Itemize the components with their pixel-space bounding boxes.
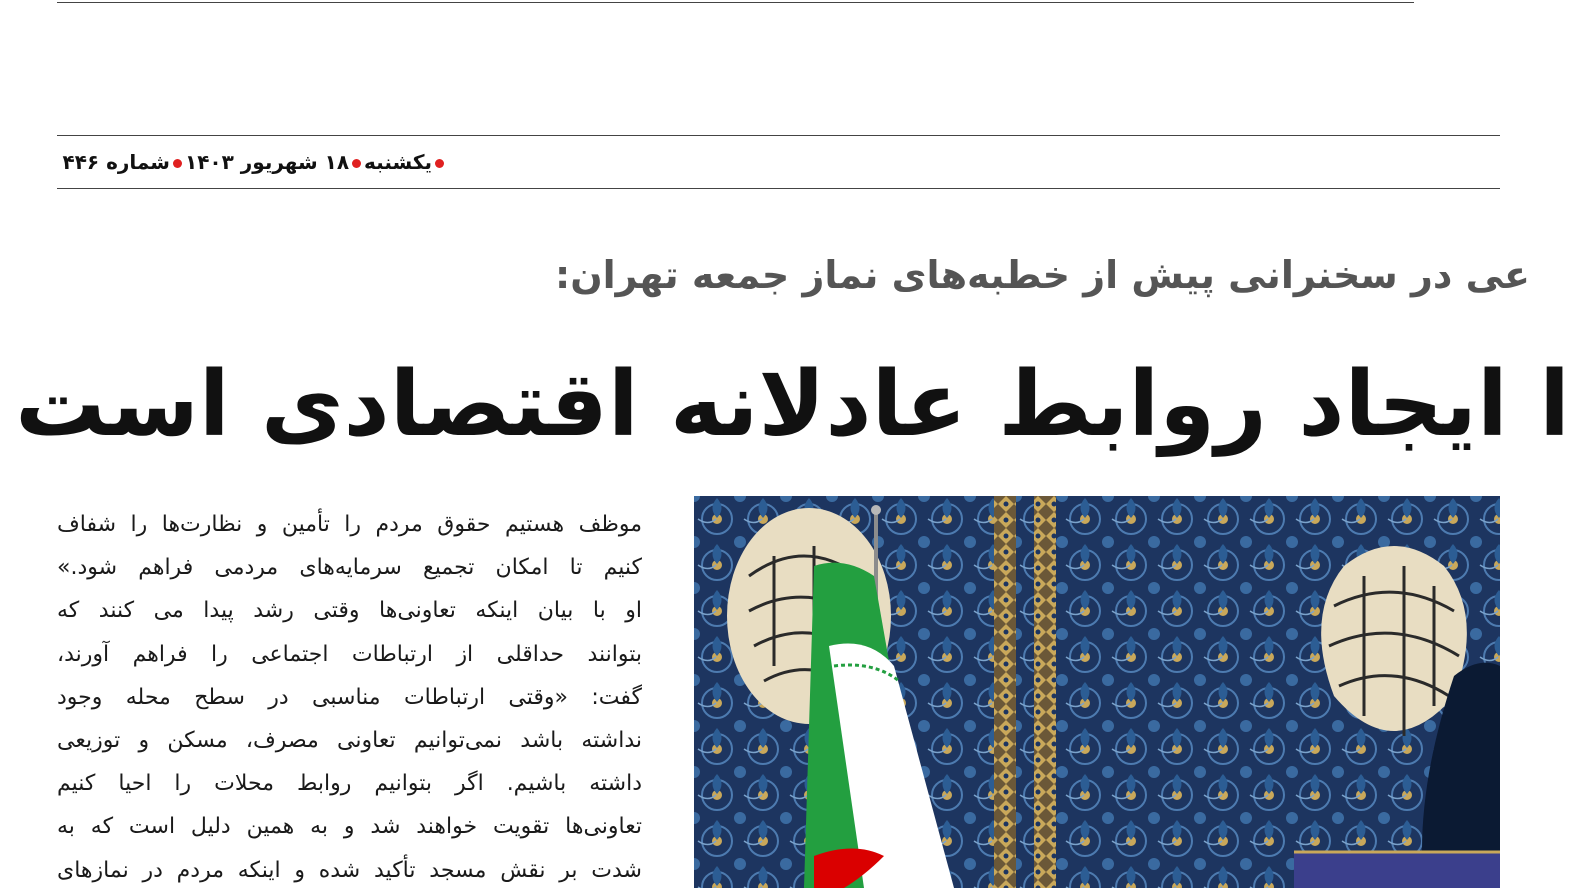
mosque-tile-scene (694, 496, 1500, 888)
top-rule (57, 2, 1414, 3)
dateline-bottom-rule (57, 188, 1500, 189)
bullet-dot (173, 159, 182, 168)
dateline-date: ۱۸ شهریور ۱۴۰۳ (184, 150, 350, 174)
body-line: او با بیان اینکه تعاونی‌ها وقتی رشد پیدا می کنند که (57, 598, 642, 624)
body-line: کنیم تا امکان تجمیع سرمایه‌های مردمی فراهم شود.» (57, 555, 642, 581)
body-line: شدت بر نقش مسجد تأکید شده و اینکه مردم در نمازهای (57, 857, 642, 883)
dateline-issue: شماره ۴۴۶ (62, 150, 170, 174)
dateline (57, 144, 447, 180)
tile-border-strip (1034, 496, 1056, 888)
article-kicker: عی در سخنرانی پیش از خطبه‌های نماز جمعه تهران: (555, 253, 1530, 297)
article-headline: ا ایجاد روابط عادلانه اقتصادی است (15, 352, 1570, 457)
bullet-dot (352, 159, 361, 168)
article-body (57, 503, 642, 888)
bullet-dot (435, 159, 444, 168)
body-line: نداشته باشد نمی‌توانیم تعاونی مصرف، مسکن و توزیعی (57, 727, 642, 753)
podium (1294, 852, 1500, 888)
body-line: داشته باشیم. اگر بتوانیم روابط محلات را احیا کنیم (57, 771, 642, 797)
body-line: تعاونی‌ها تقویت خواهند شد و به همین دلیل است که به (57, 814, 642, 840)
tile-border-strip (994, 496, 1016, 888)
body-line: گفت: «وقتی ارتباطات مناسبی در سطح محله وجود (57, 684, 642, 710)
dateline-day: یکشنبه (364, 150, 432, 174)
dateline-top-rule (57, 135, 1500, 136)
body-line: موظف هستیم حقوق مردم را تأمین و نظارت‌ها را شفاف (57, 512, 642, 537)
body-line: بتوانند حداقلی از ارتباطات اجتماعی را فراهم آورند، (57, 641, 642, 667)
article-photo (694, 496, 1500, 888)
